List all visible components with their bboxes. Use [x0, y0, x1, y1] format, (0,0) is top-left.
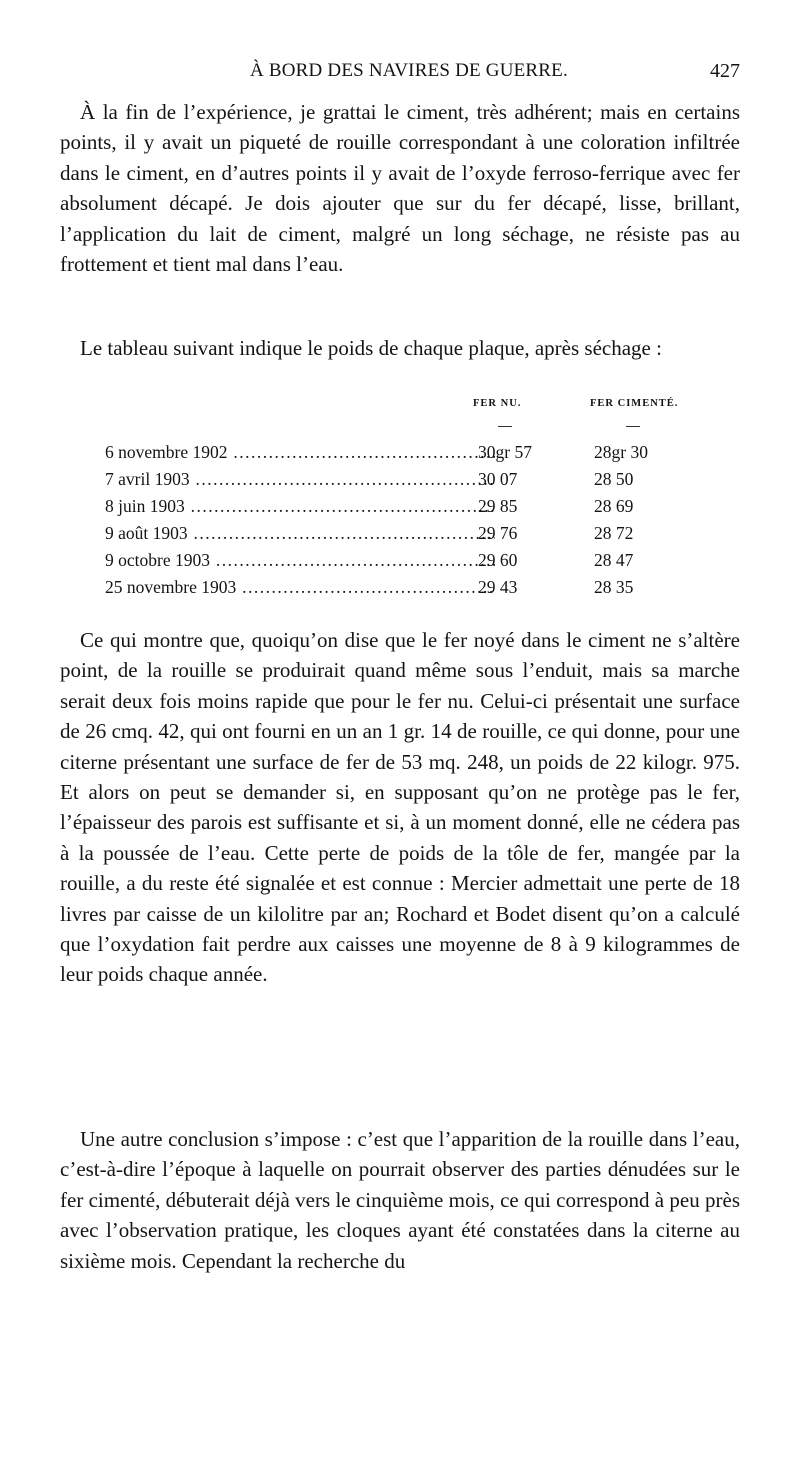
row-fer-cimente: 28 72: [594, 523, 634, 543]
row-fer-nu: 30gr 57: [478, 442, 532, 462]
table-row: [60, 442, 740, 466]
row-fer-cimente: 28 50: [594, 469, 634, 489]
row-date: 9 octobre 1903 .....: [105, 550, 495, 571]
paragraph-experience-result: [60, 97, 740, 279]
row-fer-nu: 29 60: [478, 550, 518, 570]
column-dash: [626, 426, 640, 427]
row-date: 7 avril 1903 .....: [105, 469, 495, 490]
row-date: 6 novembre 1902 .....: [105, 442, 495, 463]
paragraph-text: Ce qui montre que, quoiqu’on dise que le fer noyé dans le ciment ne s’altère point, de la rouille se produirait quand même sous l’enduit, mais sa marche serait deux fois moins rapide que pour le fer nu. Celui-ci présentait une surface de 26 cmq. 42, qui ont fourni en un an 1 gr. 14 de rouille, ce qui donne, pour une citerne présentant une surface de fer de 53 mq. 248, un poids de 22 kilogr. 975. Et alors on peut se demander si, en supposant qu’on ne protège pas le fer, l’épaisseur des parois est suffisante et si, à un moment donné, elle ne cédera pas à la poussée de l’eau. Cette perte de poids de la tôle de fer, mangée par la rouille, a du reste été signalée et est connue : Mercier admettait une perte de 18 livres par caisse de un kilolitre par an; Rochard et Bodet disent qu’on a calculé que l’oxydation fait perdre aux caisses une moyenne de 8 à 9 kilogrammes de leur poids chaque année.: [60, 628, 740, 987]
page-header: [60, 60, 740, 90]
page-number: 427: [710, 60, 740, 82]
paragraph-conclusion: [60, 1124, 740, 1276]
running-title: À BORD DES NAVIRES DE GUERRE.: [250, 60, 568, 81]
row-fer-nu: 29 85: [478, 496, 518, 516]
table-row: [60, 523, 740, 547]
row-date: 9 août 1903 .....: [105, 523, 495, 544]
row-date: 8 juin 1903 .....: [105, 496, 495, 517]
paragraph-text: Le tableau suivant indique le poids de chaque plaque, après séchage :: [80, 336, 662, 360]
paragraph-text: Une autre conclusion s’impose : c’est que l’apparition de la rouille dans l’eau, c’est-à-dire l’époque à laquelle on pourrait observer des parties dénudées sur le fer cimenté, débuterait déjà vers le cinquième mois, ce qui correspond à peu près avec l’observation pratique, les cloques ayant été constatées dans la citerne au sixième mois. Cependant la recherche du: [60, 1127, 740, 1273]
paragraph-text: À la fin de l’expérience, je grattai le ciment, très adhérent; mais en certains points, il y avait un piqueté de rouille correspondant à une coloration infiltrée dans le ciment, en d’autres points il y avait de l’oxyde ferroso-ferrique avec fer absolument décapé. Je dois ajouter que sur du fer décapé, lisse, brillant, l’application du lait de ciment, malgré un long séchage, ne résiste pas au frottement et tient mal dans l’eau.: [60, 100, 740, 277]
table-header-fer-nu: FER NU.: [473, 398, 522, 409]
table-row: [60, 469, 740, 493]
table-row: [60, 550, 740, 574]
column-dash: [498, 426, 512, 427]
row-fer-nu: 30 07: [478, 469, 518, 489]
table-row: [60, 577, 740, 601]
row-fer-cimente: 28 47: [594, 550, 634, 570]
paragraph-rust-analysis: [60, 625, 740, 990]
row-fer-cimente: 28 35: [594, 577, 634, 597]
weight-table: [60, 398, 740, 608]
row-fer-cimente: 28gr 30: [594, 442, 648, 462]
table-row: [60, 496, 740, 520]
table-header-fer-cimente: FER CIMENTÉ.: [590, 398, 679, 409]
paragraph-table-intro: [60, 333, 740, 363]
row-fer-cimente: 28 69: [594, 496, 634, 516]
row-date: 25 novembre 1903 .....: [105, 577, 495, 598]
row-fer-nu: 29 76: [478, 523, 518, 543]
row-fer-nu: 29 43: [478, 577, 518, 597]
